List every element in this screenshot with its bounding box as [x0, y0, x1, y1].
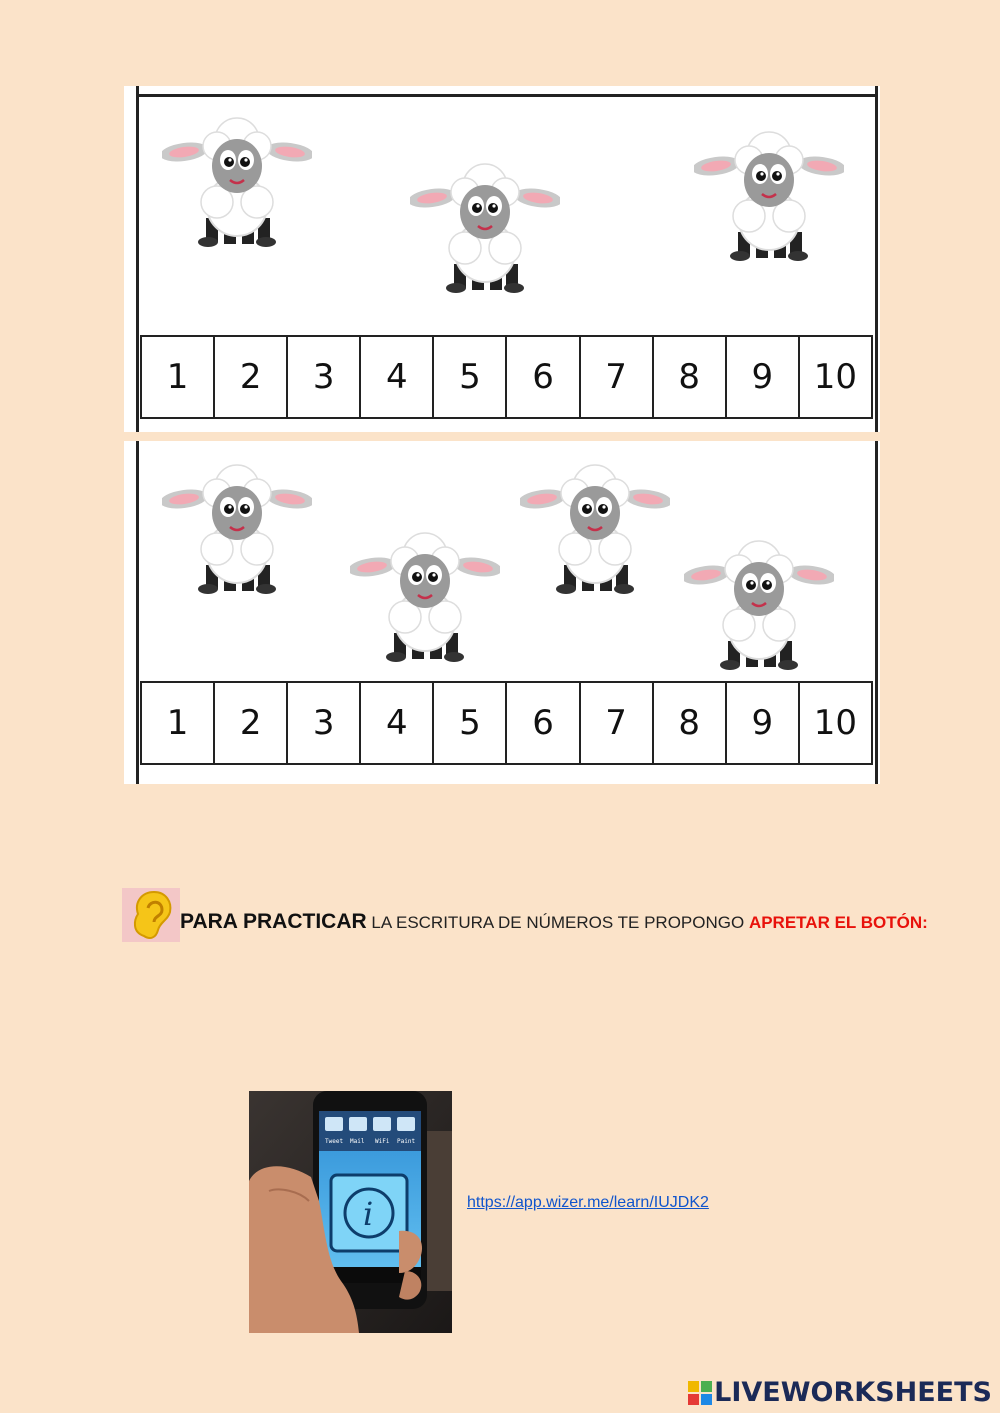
ear-icon: [122, 888, 180, 942]
number-choice-5[interactable]: 5: [434, 337, 507, 417]
number-choice-7[interactable]: 7: [581, 683, 654, 763]
practice-link[interactable]: https://app.wizer.me/learn/IUJDK2: [467, 1194, 709, 1211]
number-choice-9[interactable]: 9: [727, 337, 800, 417]
instruction-text: [122, 888, 942, 942]
number-choice-4[interactable]: 4: [361, 337, 434, 417]
number-choice-8[interactable]: 8: [654, 337, 727, 417]
number-choice-10[interactable]: 10: [813, 703, 858, 743]
panel-border-top: [136, 94, 878, 97]
liveworksheets-logo-icon: [688, 1381, 712, 1405]
liveworksheets-logo: [688, 1377, 992, 1408]
number-choice-9[interactable]: 9: [727, 683, 800, 763]
phone-button-image[interactable]: [249, 1091, 452, 1333]
number-choice-1[interactable]: 1: [142, 683, 215, 763]
sheep-icon: [694, 128, 844, 268]
number-choice-6[interactable]: 6: [507, 683, 580, 763]
sheep-icon: [350, 529, 500, 669]
app-label: Tweet: [325, 1138, 344, 1145]
number-choice-1[interactable]: 1: [142, 337, 215, 417]
panel-border-left: [136, 441, 139, 784]
number-choice-4[interactable]: 4: [361, 683, 434, 763]
panel-border-right: [875, 86, 878, 432]
info-icon: i: [363, 1195, 374, 1233]
instruction-normal: LA ESCRITURA DE NÚMEROS TE PROPONGO: [366, 913, 749, 932]
number-choice-5[interactable]: 5: [434, 683, 507, 763]
number-choice-6[interactable]: 6: [507, 337, 580, 417]
number-choice-8[interactable]: 8: [654, 683, 727, 763]
sheep-icon: [162, 461, 312, 601]
instruction-red: APRETAR EL BOTÓN:: [748, 913, 928, 932]
number-choice-3[interactable]: 3: [288, 683, 361, 763]
number-choice-7[interactable]: 7: [581, 337, 654, 417]
counting-panel-2: [124, 441, 880, 784]
panel-border-left: [136, 86, 139, 432]
counting-panel-1: [124, 86, 880, 432]
app-label: Mail: [350, 1138, 365, 1145]
number-choice-row: [140, 335, 873, 419]
sheep-icon: [520, 461, 670, 601]
instruction-bold: PARA PRACTICAR: [180, 910, 367, 933]
sheep-icon: [684, 537, 834, 677]
number-choice-3[interactable]: 3: [288, 337, 361, 417]
app-label: WiFi: [375, 1138, 390, 1145]
number-choice-2[interactable]: 2: [215, 337, 288, 417]
app-label: Paint: [397, 1138, 416, 1145]
brand-name: LIVEWORKSHEETS: [714, 1377, 992, 1408]
sheep-icon: [162, 114, 312, 254]
sheep-icon: [410, 160, 560, 300]
number-choice-row: [140, 681, 873, 765]
panel-border-right: [875, 441, 878, 784]
number-choice-2[interactable]: 2: [215, 683, 288, 763]
number-choice-10[interactable]: 10: [813, 357, 858, 397]
